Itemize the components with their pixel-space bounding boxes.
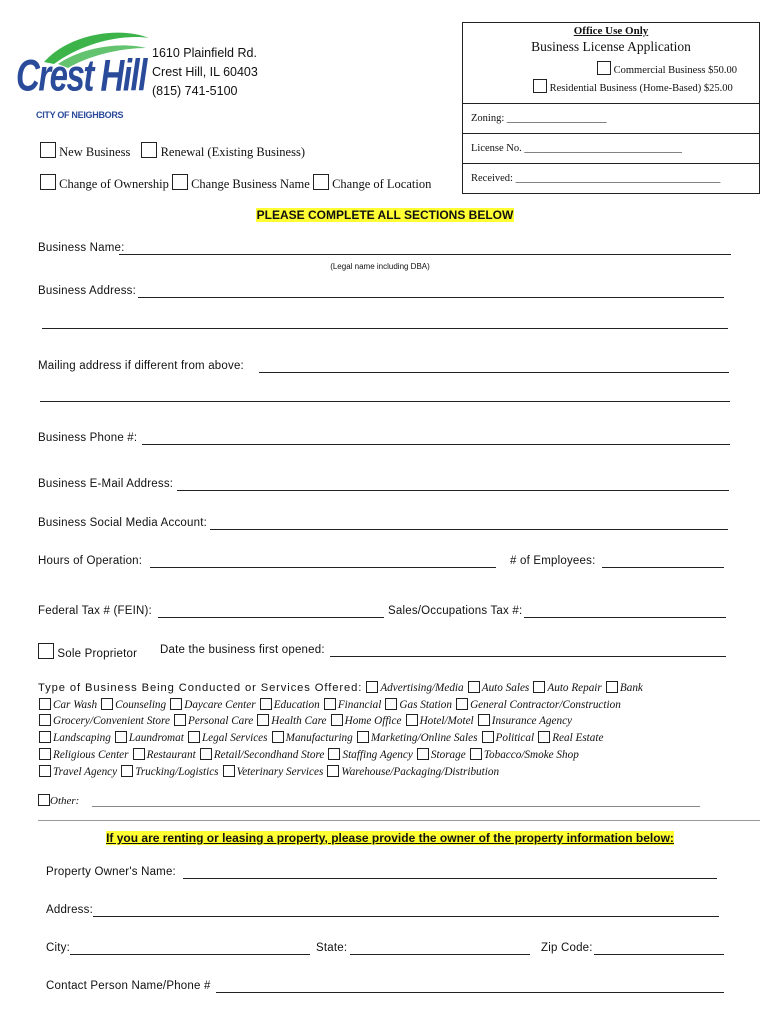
change-ownership-checkbox[interactable] [40,174,56,190]
business-type-label: Counseling [115,698,167,711]
business-type-label: Travel Agency [53,765,118,778]
hours-label: Hours of Operation: [38,555,143,567]
business-type-checkbox[interactable] [188,731,200,743]
logo-tagline: CITY OF NEIGHBORS [36,110,124,120]
business-type-label: Home Office [344,715,402,728]
business-type-label: Political [495,732,535,745]
mailing-address-line-2[interactable] [40,401,730,402]
business-type-checkbox[interactable] [478,714,490,726]
sole-proprietor-checkbox[interactable] [38,643,54,659]
business-type-checkbox[interactable] [470,748,482,760]
business-type-checkbox[interactable] [200,748,212,760]
office-use-box [462,22,760,194]
business-types-section [38,680,738,780]
fein-label: Federal Tax # (FEIN): [38,605,152,617]
city-label: City: [46,942,70,954]
business-type-label: Car Wash [53,698,98,711]
business-type-checkbox[interactable] [456,698,468,710]
business-name-label: Business Name: [38,242,125,254]
contact-label: Contact Person Name/Phone # [46,980,211,992]
sales-tax-label: Sales/Occupations Tax #: [388,605,523,617]
business-type-checkbox[interactable] [260,698,272,710]
social-media-label: Business Social Media Account: [38,517,208,529]
business-type-checkbox[interactable] [366,681,378,693]
business-type-checkbox[interactable] [533,681,545,693]
business-type-checkbox[interactable] [115,731,127,743]
state-label: State: [316,942,348,954]
business-type-checkbox[interactable] [272,731,284,743]
commercial-label: Commercial Business $50.00 [613,65,737,76]
business-type-label: Warehouse/Packaging/Distribution [341,765,500,778]
business-type-label: Advertising/Media [380,682,464,694]
change-location-checkbox[interactable] [313,174,329,190]
sole-proprietor-row [38,643,137,660]
logo-word: Crest Hill [16,50,146,100]
business-type-checkbox[interactable] [174,714,186,726]
section-divider [38,820,760,821]
business-type-checkbox[interactable] [328,748,340,760]
business-address-label: Business Address: [38,285,137,297]
business-type-label: Grocery/Convenient Store [53,715,170,728]
business-type-checkbox[interactable] [39,731,51,743]
business-type-checkbox[interactable] [170,698,182,710]
business-type-label: Retail/Secondhand Store [213,748,325,761]
date-opened-input[interactable] [330,656,726,657]
owner-name-label: Property Owner's Name: [46,866,176,878]
date-opened-label: Date the business first opened: [160,644,325,656]
business-type-label: Auto Sales [481,682,530,694]
application-type-row-2 [40,174,431,192]
business-types-label: Type of Business Being Conducted or Services Offered: [38,682,363,694]
license-number-field[interactable]: License No. ______________________________ [471,143,682,154]
business-type-checkbox[interactable] [406,714,418,726]
instructions-banner: PLEASE COMPLETE ALL SECTIONS BELOW [256,208,514,222]
crest-hill-logo [14,24,154,124]
business-type-label: Laundromat [128,732,184,745]
business-type-checkbox[interactable] [385,698,397,710]
employees-input[interactable] [602,567,724,568]
business-type-checkbox[interactable] [538,731,550,743]
renewal-checkbox[interactable] [141,142,157,158]
state-input[interactable] [350,954,530,955]
employees-label: # of Employees: [510,555,596,567]
legal-name-note: (Legal name including DBA) [330,262,430,271]
business-type-label: Auto Repair [547,682,602,694]
other-type-input[interactable] [92,806,700,807]
business-type-label: Staffing Agency [342,748,413,761]
contact-input[interactable] [216,992,724,993]
business-type-checkbox[interactable] [482,731,494,743]
business-type-label: Gas Station [399,698,452,711]
owner-address-label: Address: [46,904,93,916]
business-type-label: Tobacco/Smoke Shop [483,748,579,761]
business-type-label: Manufacturing [285,732,353,745]
business-type-label: General Contractor/Construction [470,698,621,711]
city-input[interactable] [70,954,310,955]
owner-name-input[interactable] [183,878,717,879]
business-type-label: Storage [430,748,466,761]
address-line-2: Crest Hill, IL 60403 [152,65,258,79]
business-type-label: Personal Care [188,715,254,728]
office-use-title: Office Use Only [573,25,649,37]
application-type-row-1 [40,142,305,160]
other-type-label: Other: [50,795,80,807]
business-type-label: Marketing/Online Sales [370,732,478,745]
business-type-checkbox[interactable] [39,748,51,760]
city-address [152,44,258,101]
business-type-checkbox[interactable] [133,748,145,760]
hours-input[interactable] [150,567,496,568]
business-type-checkbox[interactable] [468,681,480,693]
residential-label: Residential Business (Home-Based) $25.00 [549,83,733,94]
application-title: Business License Application [531,39,691,54]
received-field[interactable]: Received: _______________________________________ [471,173,721,184]
business-type-label: Daycare Center [184,698,256,711]
business-type-checkbox[interactable] [223,765,235,777]
owner-address-input[interactable] [93,916,719,917]
mailing-address-input[interactable] [259,372,729,373]
address-line-1: 1610 Plainfield Rd. [152,46,257,60]
mailing-address-label: Mailing address if different from above: [38,360,244,372]
social-media-input[interactable] [210,529,728,530]
change-location-label: Change of Location [332,177,432,191]
business-type-label: Veterinary Services [236,765,324,778]
zip-label: Zip Code: [541,942,593,954]
business-type-label: Trucking/Logistics [135,765,219,778]
renewal-label: Renewal (Existing Business) [160,145,305,159]
business-type-label: Financial [337,698,382,711]
business-type-label: Real Estate [552,732,604,745]
business-email-label: Business E-Mail Address: [38,478,174,490]
business-type-checkbox[interactable] [327,765,339,777]
business-type-label: Hotel/Motel [419,715,474,728]
business-type-label: Bank [619,682,643,694]
business-type-label: Religious Center [53,748,129,761]
business-phone-label: Business Phone #: [38,432,138,444]
change-ownership-label: Change of Ownership [59,177,169,191]
business-type-label: Education [273,698,320,711]
business-address-input[interactable] [138,297,724,298]
business-email-input[interactable] [177,490,729,491]
change-name-checkbox[interactable] [172,174,188,190]
sole-proprietor-label: Sole Proprietor [57,648,138,660]
business-type-checkbox[interactable] [324,698,336,710]
zoning-field[interactable]: Zoning: ___________________ [471,113,607,124]
business-type-checkbox[interactable] [417,748,429,760]
business-type-label: Legal Services [201,732,268,745]
business-type-checkbox[interactable] [101,698,113,710]
business-type-checkbox[interactable] [39,765,51,777]
business-type-checkbox[interactable] [39,714,51,726]
business-type-label: Restaurant [146,748,196,761]
business-type-checkbox[interactable] [121,765,133,777]
business-type-label: Landscaping [53,732,111,745]
change-name-label: Change Business Name [191,177,310,191]
commercial-checkbox[interactable] [597,61,611,75]
other-type-row [38,794,79,807]
residential-checkbox[interactable] [533,79,547,93]
city-phone: (815) 741-5100 [152,84,238,98]
new-business-checkbox[interactable] [40,142,56,158]
business-type-checkbox[interactable] [331,714,343,726]
business-address-line-2[interactable] [42,328,728,329]
business-name-input[interactable] [119,254,731,255]
sales-tax-input[interactable] [524,617,726,618]
business-type-checkbox[interactable] [357,731,369,743]
business-type-label: Insurance Agency [491,715,573,728]
business-type-checkbox[interactable] [606,681,618,693]
property-heading: If you are renting or leasing a property, please provide the owner of the property information below: [106,831,674,845]
business-type-checkbox[interactable] [39,698,51,710]
zip-input[interactable] [594,954,724,955]
other-type-checkbox[interactable] [38,794,50,806]
new-business-label: New Business [59,145,131,159]
business-type-checkbox[interactable] [257,714,269,726]
business-phone-input[interactable] [142,444,730,445]
fein-input[interactable] [158,617,384,618]
business-type-label: Health Care [271,715,327,728]
